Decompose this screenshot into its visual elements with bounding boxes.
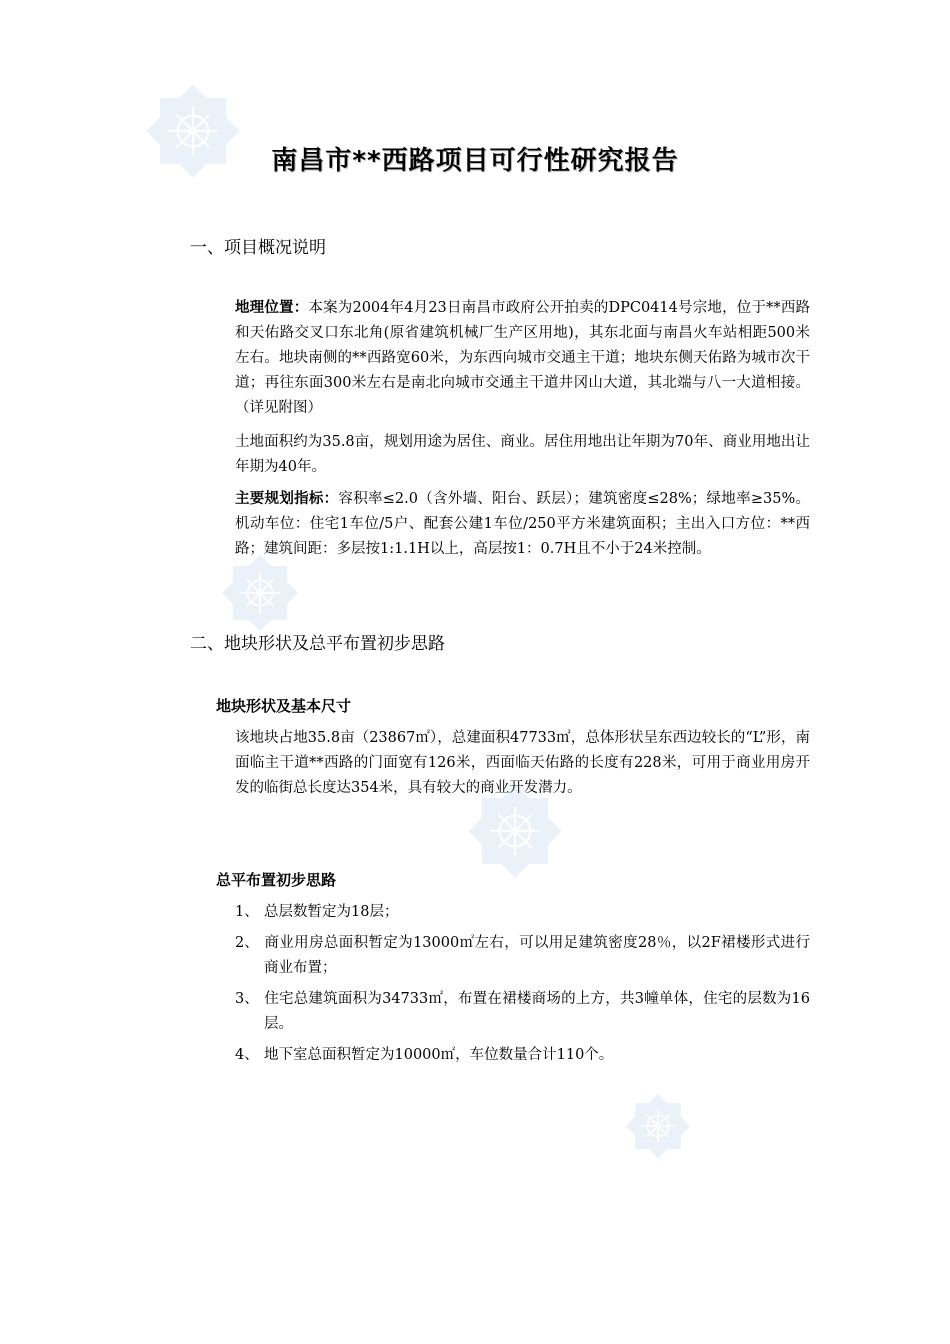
land-area-paragraph: 土地面积约为35.8亩，规划用途为居住、商业。居住用地出让年期为70年、商业用地出让年期为40年。 (235, 434, 810, 475)
planning-paragraph (235, 487, 810, 562)
list-item-text: 商业用房总面积暂定为13000㎡左右，可以用足建筑密度28％，以2F裙楼形式进行商业布置； (264, 935, 810, 976)
section-heading-layout: 二、地块形状及总平布置初步思路 (190, 634, 445, 654)
list-item (235, 987, 810, 1037)
page-title: 南昌市**西路项目可行性研究报告 (271, 146, 679, 176)
subheading-layout-plan: 总平布置初步思路 (216, 871, 337, 889)
list-item-text: 总层数暂定为18层； (264, 904, 399, 920)
list-item-number: 1、 (235, 904, 259, 920)
list-item-number: 3、 (235, 991, 259, 1007)
location-paragraph (235, 296, 810, 421)
subheading-plot-shape: 地块形状及基本尺寸 (216, 697, 352, 715)
location-label: 地理位置： (235, 300, 309, 316)
list-item-text: 地下室总面积暂定为10000㎡，车位数量合计110个。 (264, 1047, 614, 1063)
list-item (235, 931, 810, 981)
plot-shape-paragraph: 该地块占地35.8亩（23867㎡），总建面积47733㎡，总体形状呈东西边较长的“L”形，南面临主干道**西路的门面宽有126米，西面临天佑路的长度有228米，可用于商业用房开发的临街总长度达354米，具有较大的商业开发潜力。 (235, 730, 810, 796)
list-item (235, 1043, 810, 1068)
list-item-number: 2、 (235, 935, 259, 951)
layout-plan-list (235, 900, 810, 1074)
section-heading-overview: 一、项目概况说明 (190, 238, 326, 258)
list-item-text: 住宅总建筑面积为34733㎡，布置在裙楼商场的上方，共3幢单体，住宅的层数为16层。 (264, 991, 810, 1032)
list-item (235, 900, 810, 925)
planning-text: 容积率≤2.0（含外墙、阳台、跃层）；建筑密度≤28%；绿地率≥35%。机动车位：住宅1车位/5户、配套公建1车位/250平方米建筑面积；主出入口方位：**西路；建筑间距：多层按1:1.1H以上，高层按1：0.7H且不小于24米控制。 (235, 491, 810, 557)
snowflake-watermark-icon (620, 1088, 696, 1164)
list-item-number: 4、 (235, 1047, 259, 1063)
location-text: 本案为2004年4月23日南昌市政府公开拍卖的DPC0414号宗地，位于**西路和天佑路交叉口东北角(原省建筑机械厂生产区用地)，其东北面与南昌火车站相距500米左右。地块南侧的**西路宽60米，为东西向城市交通主干道；地块东侧天佑路为城市次干道；再往东面300米左右是南北向城市交通主干道井冈山大道，其北端与八一大道相接。（详见附图） (235, 300, 811, 416)
planning-label: 主要规划指标： (235, 491, 339, 507)
